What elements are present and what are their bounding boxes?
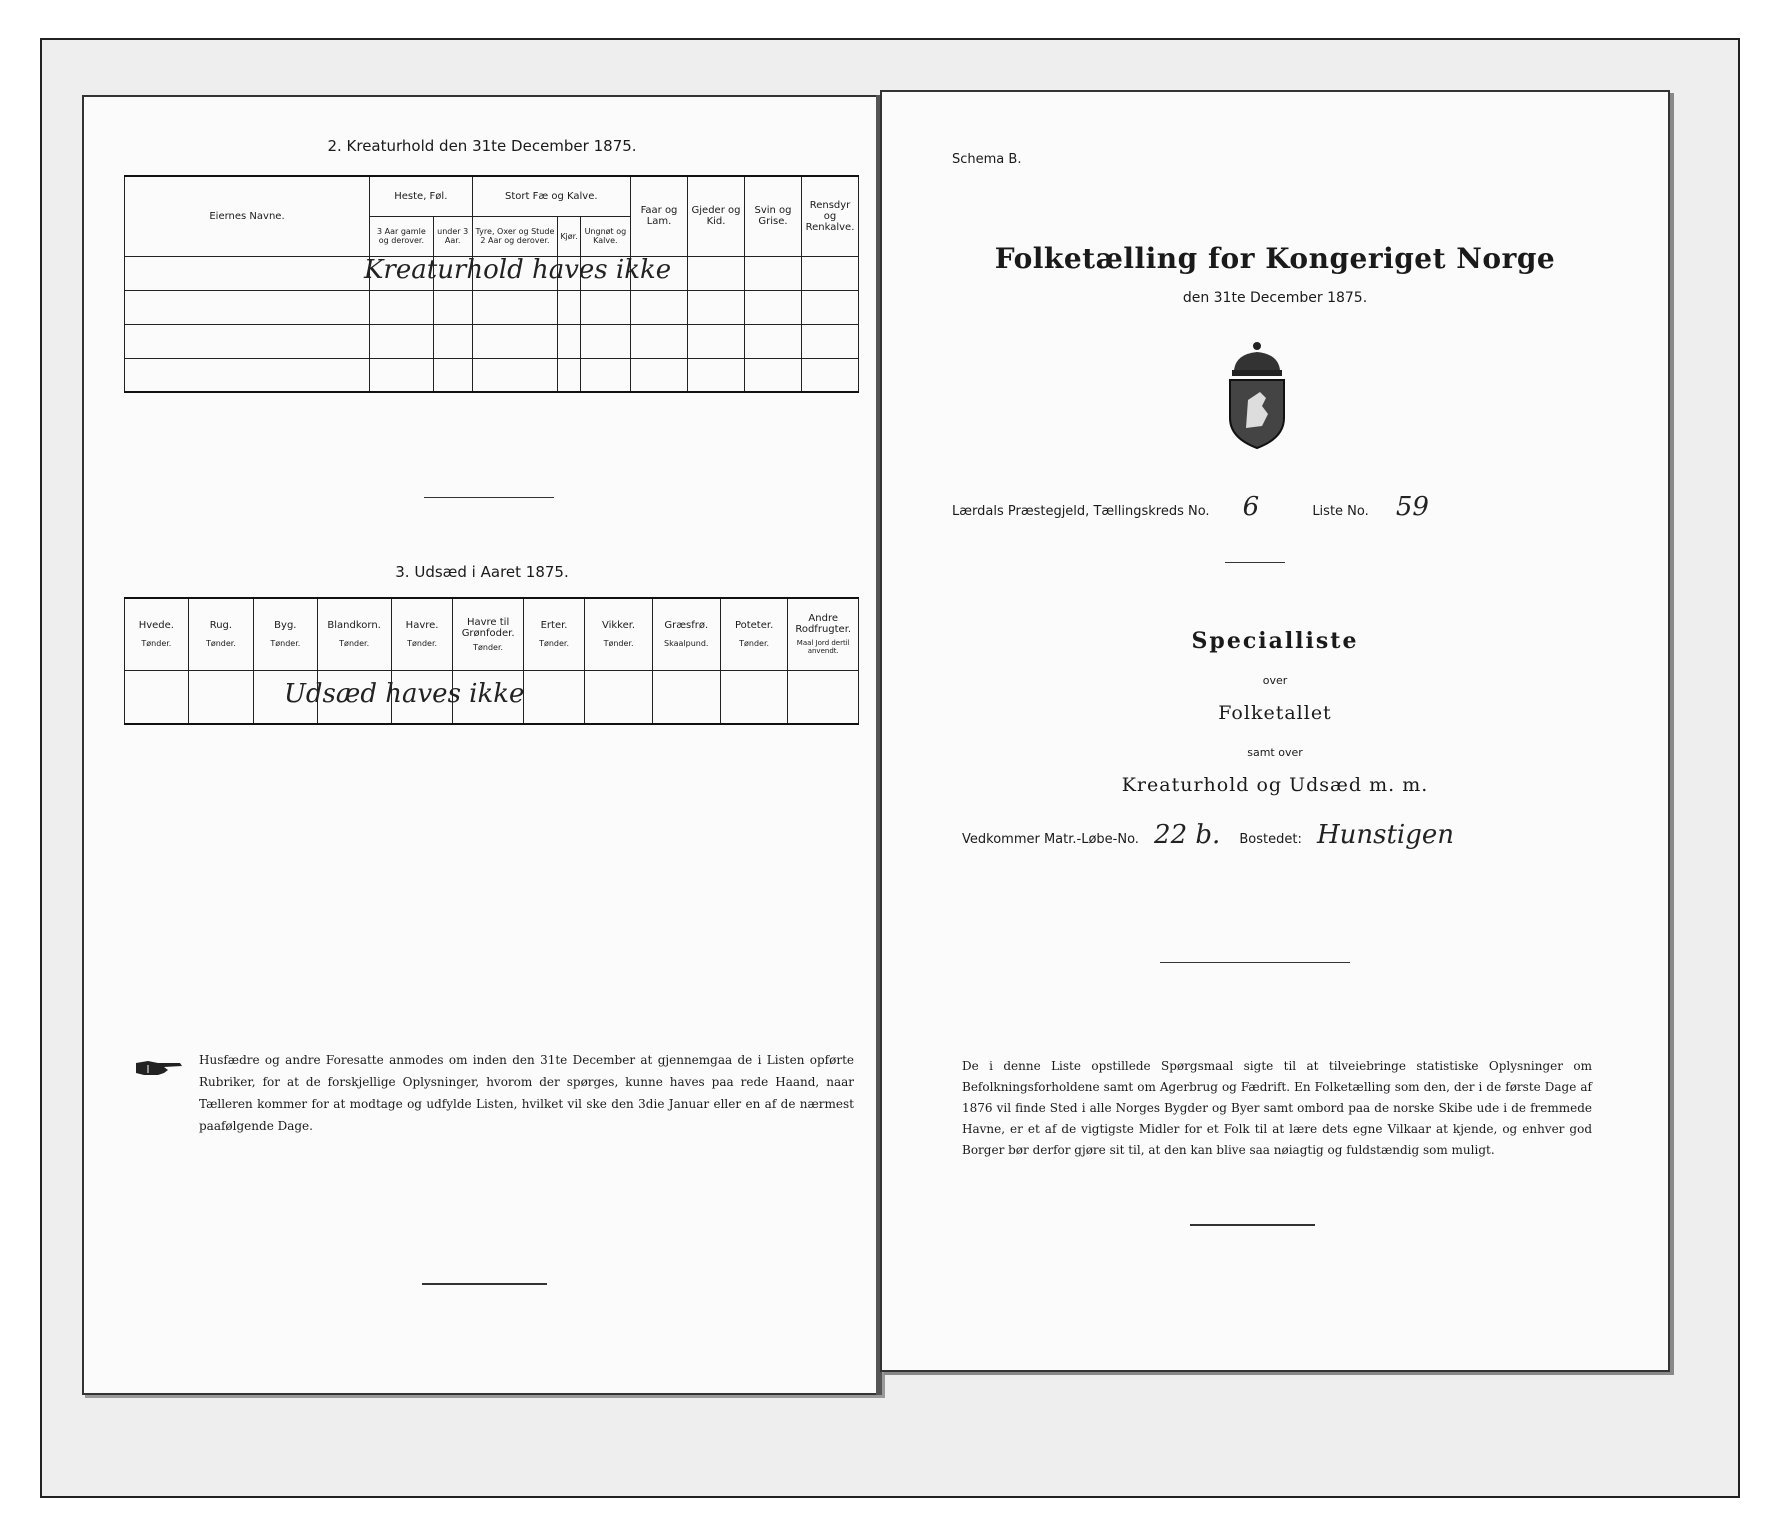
footer-text: De i denne Liste opstillede Spørgsmaal sigte til at tilveiebringe statistiske Oplysninger om Befolkningsforholdene samt om Agerbrug og Fædrift. En Folketælling som den, der i de første Dage af 1876 vil finde Sted i alle Norges Bygder og Byer samt ombord paa de norske Skibe ude i de fremmede Havne, er et af de vigtigste Midler for et Folk til at lære dets egne Vilkaar at kjende, og enhver god Borger bør derfor gjøre sit til, at den kan blive saa nøiagtig og fuldstændig som muligt. xyxy=(962,1059,1592,1157)
col-horses-old: 3 Aar gamle og derover. xyxy=(370,216,434,256)
col-reindeer: Rensdyr og Renkalve. xyxy=(802,176,859,256)
seed-col-byg: Byg. Tønder. xyxy=(254,598,317,670)
col-owner: Eiernes Navne. xyxy=(125,176,370,256)
divider-1 xyxy=(1225,562,1285,563)
seed-col-gronfoder: Havre til Grønfoder. Tønder. xyxy=(453,598,523,670)
over-label: over xyxy=(1262,674,1288,687)
parish-label: Lærdals Præstegjeld, Tællingskreds No. xyxy=(952,504,1210,519)
seed-col-graesfro: Græsfrø. Skaalpund. xyxy=(652,598,720,670)
divider-3 xyxy=(1190,1224,1315,1226)
list-number: 59 xyxy=(1395,492,1429,522)
seed-col-havre: Havre. Tønder. xyxy=(391,598,453,670)
seed-col-hvede: Hvede. Tønder. xyxy=(125,598,189,670)
matr-number: 22 b. xyxy=(1154,820,1221,850)
schema-label: Schema B. xyxy=(952,152,1022,167)
seed-col-erter: Erter. Tønder. xyxy=(523,598,585,670)
seed-col-blandkorn: Blandkorn. Tønder. xyxy=(317,598,391,670)
seed-col-rodfrugter: Andre Rodfrugter. Maal Jord dertil anvendt. xyxy=(788,598,859,670)
folketallet-title: Folketallet xyxy=(1218,702,1332,724)
col-cattle: Stort Fæ og Kalve. xyxy=(472,176,630,216)
list-label: Liste No. xyxy=(1312,504,1369,519)
seed-col-vikker: Vikker. Tønder. xyxy=(585,598,652,670)
section3-title: 3. Udsæd i Aaret 1875. xyxy=(395,563,569,581)
parish-line xyxy=(952,492,1429,522)
section2-title: 2. Kreaturhold den 31te December 1875. xyxy=(327,137,637,155)
main-date: den 31te December 1875. xyxy=(1182,290,1368,306)
matr-label: Vedkommer Matr.-Løbe-No. xyxy=(962,832,1139,847)
main-title: Folketælling for Kongeriget Norge xyxy=(994,242,1556,275)
specialliste-title: Specialliste xyxy=(1191,628,1359,654)
col-cows: Kjør. xyxy=(558,216,580,256)
col-bulls: Tyre, Oxer og Stude 2 Aar og derover. xyxy=(472,216,558,256)
seed-col-poteter: Poteter. Tønder. xyxy=(720,598,788,670)
bostedet-label: Bostedet: xyxy=(1239,832,1302,847)
samt-over-label: samt over xyxy=(1247,746,1303,759)
left-page xyxy=(82,95,882,1395)
col-calves: Ungnøt og Kalve. xyxy=(580,216,630,256)
col-goats: Gjeder og Kid. xyxy=(688,176,745,256)
notice-text: Husfædre og andre Foresatte anmodes om inden den 31te December at gjennemgaa de i Listen opførte Rubriker, for at de forskjellige Oplysninger, hvorom der spørges, kunne haves paa rede Haand, naar Tælleren kommer for at modtage og udfylde Listen, hvilket vil ske den 3die Januar eller en af de nærmest paafølgende Dage. xyxy=(199,1053,854,1133)
livestock-handwriting: Kreaturhold haves ikke xyxy=(364,255,672,285)
kreaturhold-title: Kreaturhold og Udsæd m. m. xyxy=(1121,774,1429,796)
bostedet-value: Hunstigen xyxy=(1316,820,1454,850)
divider xyxy=(424,497,554,498)
col-horses-young: under 3 Aar. xyxy=(433,216,472,256)
right-page xyxy=(880,90,1670,1372)
bottom-divider xyxy=(422,1283,547,1285)
pointing-hand-icon xyxy=(134,1057,186,1079)
divider-2 xyxy=(1160,962,1350,963)
district-number: 6 xyxy=(1242,492,1260,522)
coat-of-arms-icon xyxy=(1222,340,1292,450)
col-pigs: Svin og Grise. xyxy=(745,176,802,256)
seed-col-rug: Rug. Tønder. xyxy=(188,598,253,670)
col-horses: Heste, Føl. xyxy=(370,176,473,216)
matr-line xyxy=(962,820,1454,850)
col-sheep: Faar og Lam. xyxy=(631,176,688,256)
seed-handwriting: Udsæd haves ikke xyxy=(284,679,525,709)
